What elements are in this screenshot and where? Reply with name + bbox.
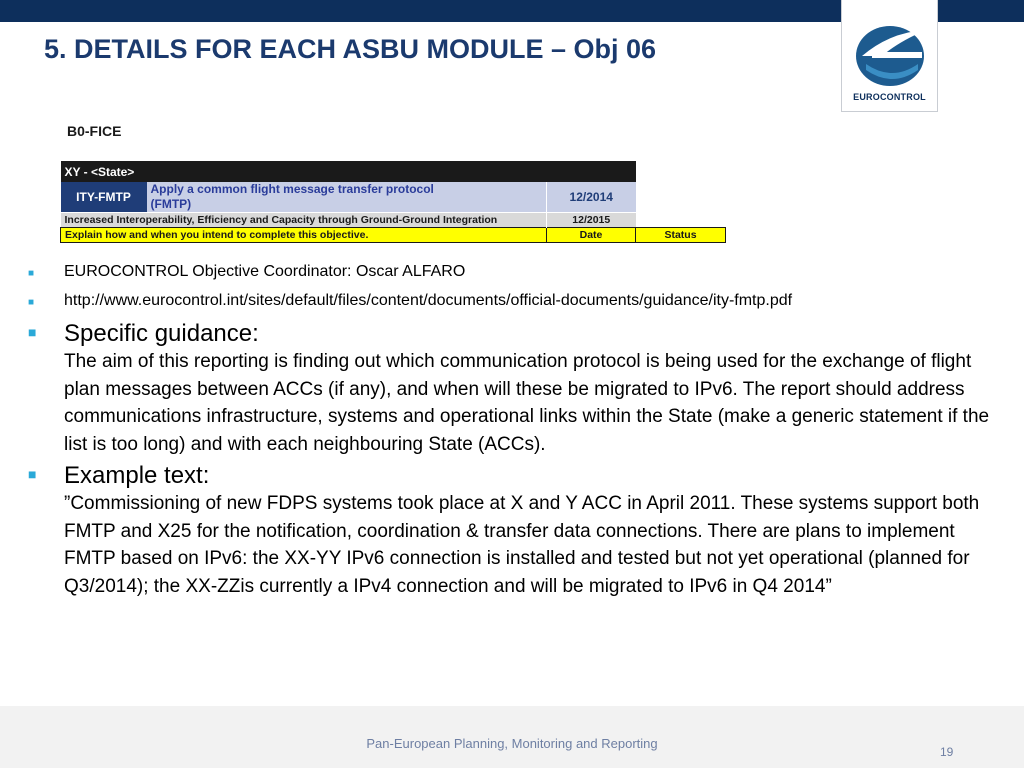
date-cell: Date [547, 228, 636, 243]
example-heading: Example text: [64, 462, 210, 489]
module-label: B0-FICE [67, 123, 122, 139]
bullet-square-icon: ■ [28, 466, 37, 482]
description-line-2: (FMTP) [150, 197, 192, 211]
objective-code: ITY-FMTP [61, 182, 147, 213]
list-item [28, 262, 1008, 282]
guidance-url: http://www.eurocontrol.int/sites/default/files/content/documents/official-documents/guidance/ity-fmtp.pdf [64, 292, 793, 309]
eurocontrol-emblem-icon [852, 22, 928, 88]
guidance-body: The aim of this reporting is finding out which communication protocol is being used for the exchange of flight plan messages between ACCs (if any), and when will these be migrated to IPv6. The report should address communications infrastructure, systems and operational links within the State (make a generic statement if the list is too long) and with each neighbouring State (ACCs). [64, 351, 990, 455]
sub-description: Increased Interoperability, Efficiency and Capacity through Ground-Ground Integration [61, 213, 547, 228]
list-item [28, 291, 1008, 311]
status-label: Status [664, 229, 697, 241]
logo-text: EUROCONTROL [853, 92, 926, 102]
list-item [28, 320, 1008, 458]
example-body: ”Commissioning of new FDPS systems took place at X and Y ACC in April 2011. These systems support both FMTP and X25 for the notification, coordination & transfer data connections. There are plans to implement FMTP based on IPv6: the XX-YY IPv6 connection is installed and tested but not yet operational (planned for Q3/2014); the XX-ZZis currently a IPv4 connection and will be migrated to IPv6 in Q4 2014” [64, 493, 980, 597]
objective-date: 12/2014 [547, 182, 636, 213]
page-number: 19 [940, 745, 954, 759]
footer-text: Pan-European Planning, Monitoring and Reporting [366, 736, 658, 751]
explain-cell: Explain how and when you intend to complete this objective. [61, 228, 547, 243]
sub-date: 12/2015 [547, 213, 636, 228]
bullet-square-icon: ■ [28, 268, 35, 279]
bullet-list [28, 262, 1008, 604]
coordinator-text: EUROCONTROL Objective Coordinator: Oscar ALFARO [64, 263, 466, 280]
description-line-1: Apply a common flight message transfer protocol [150, 182, 434, 196]
bullet-square-icon: ■ [28, 324, 37, 340]
objective-table [60, 161, 726, 243]
status-cell [636, 228, 726, 243]
list-item [28, 462, 1008, 600]
table-header: XY - <State> [61, 161, 636, 182]
objective-description [147, 182, 547, 213]
guidance-heading: Specific guidance: [64, 320, 259, 347]
page-title: 5. DETAILS FOR EACH ASBU MODULE – Obj 06 [44, 34, 657, 64]
eurocontrol-logo [841, 0, 938, 112]
bullet-square-icon: ■ [28, 297, 35, 308]
